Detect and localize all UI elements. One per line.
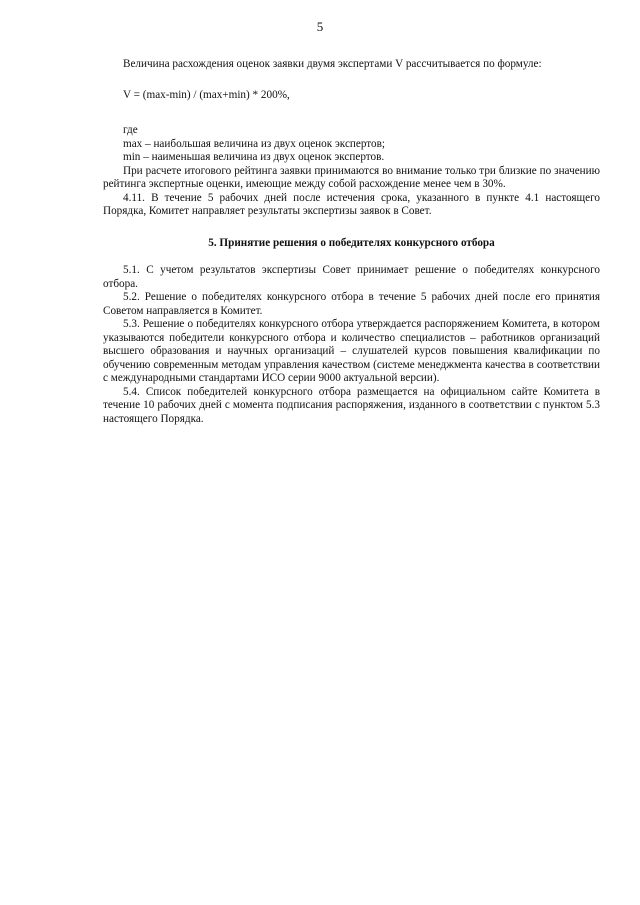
page-number: 5 [316, 19, 324, 34]
paragraph-5-1: 5.1. С учетом результатов экспертизы Совет принимает решение о победителях конкурсного отбора. [103, 264, 600, 290]
section-5-heading: 5. Принятие решения о победителях конкурсного отбора [208, 236, 495, 249]
where-label: где [123, 124, 138, 136]
paragraph-5-4: 5.4. Список победителей конкурсного отбора размещается на официальном сайте Комитета в течение 10 рабочих дней с момента подписания распоряжения, изданного в соответствии с пунктом 5.3 настоящего Порядка. [103, 385, 600, 425]
paragraph-4-11: 4.11. В течение 5 рабочих дней после истечения срока, указанного в пункте 4.1 настоящего Порядка, Комитет направляет результаты экспертизы заявок в Совет. [103, 191, 600, 217]
formula-intro: Величина расхождения оценок заявки двумя экспертами V рассчитывается по формуле: [123, 58, 542, 70]
rating-rule-paragraph: При расчете итогового рейтинга заявки принимаются во внимание только три близкие по значению рейтинга экспертные оценки, имеющие между собой расхождение менее чем в 30%. [103, 164, 600, 190]
definition-max: max – наибольшая величина из двух оценок экспертов; [123, 137, 386, 150]
paragraph-5-3: 5.3. Решение о победителях конкурсного отбора утверждается распоряжением Комитета, в котором указываются победители конкурсного отбора и количество специалистов – работников организаций высшего образования и научных организаций – слушателей курсов повышения квалификации по обучению современным методам управления качеством (системе менеджмента качества в соответствии с международными стандартами ИСО серии 9000 актуальной версии). [103, 318, 600, 384]
definition-min: min – наименьшая величина из двух оценок экспертов. [123, 151, 385, 163]
document-body [103, 58, 600, 426]
paragraph-5-2: 5.2. Решение о победителях конкурсного отбора в течение 5 рабочих дней после его принятия Советом направляется в Комитет. [103, 291, 600, 317]
formula: V = (max-min) / (max+min) * 200%, [123, 88, 290, 101]
